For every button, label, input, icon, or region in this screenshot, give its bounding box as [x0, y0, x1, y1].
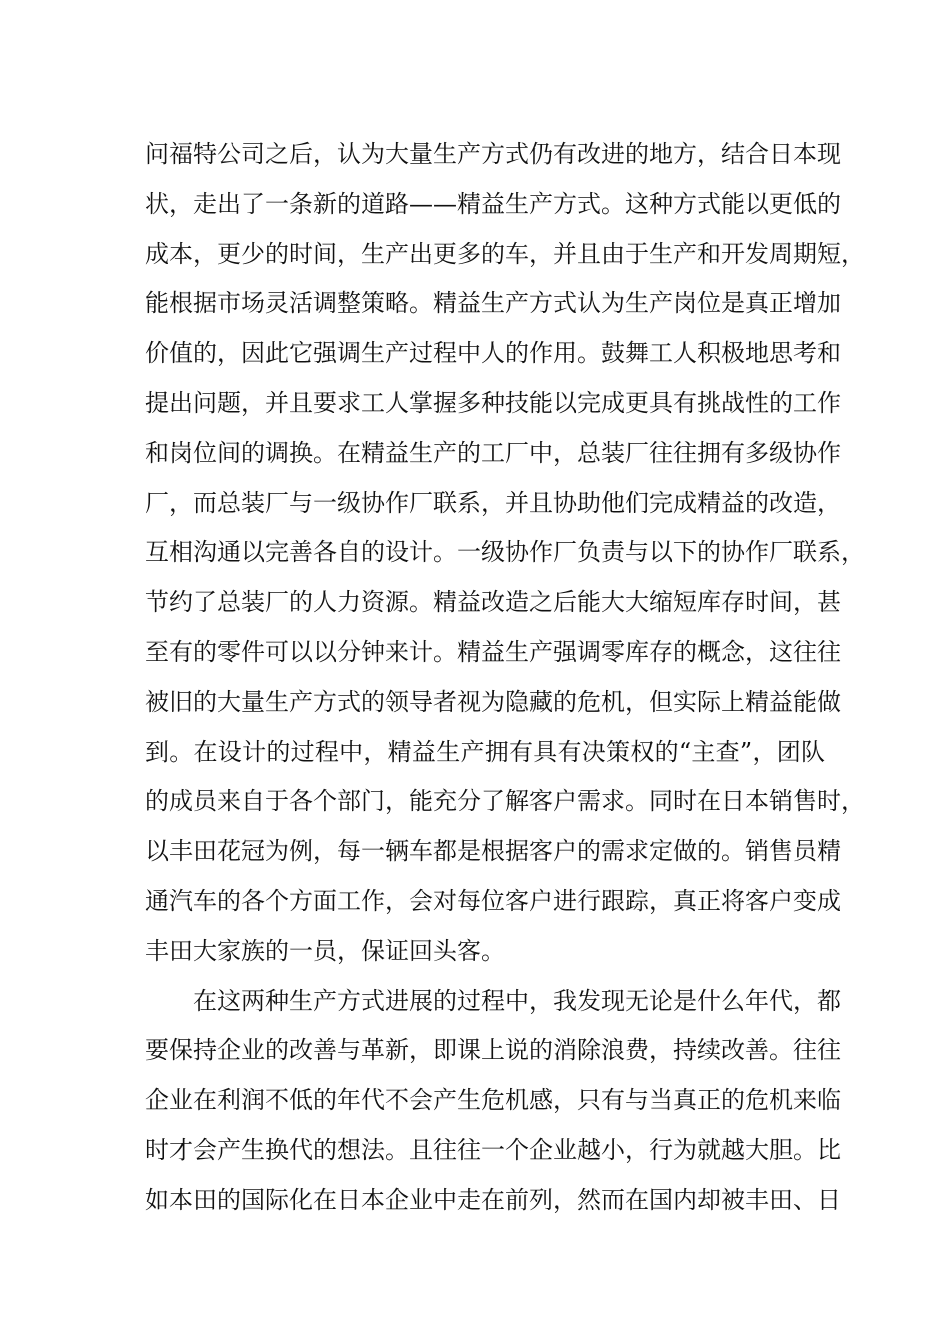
text-line: 的成员来自于各个部门，能充分了解客户需求。同时在日本销售时， — [145, 787, 865, 816]
paragraph-2 — [145, 977, 841, 1226]
text-line: 以丰田花冠为例，每一辆车都是根据客户的需求定做的。销售员精 — [145, 837, 841, 866]
text-line: 丰田大家族的一员，保证回头客。 — [145, 936, 505, 965]
text-line: 和岗位间的调换。在精益生产的工厂中，总装厂往往拥有多级协作 — [145, 438, 841, 467]
text-line: 能根据市场灵活调整策略。精益生产方式认为生产岗位是真正增加 — [145, 289, 841, 318]
text-line: 问福特公司之后，认为大量生产方式仍有改进的地方，结合日本现 — [145, 140, 841, 168]
body-text — [145, 130, 865, 1226]
text-line: 状，走出了一条新的道路——精益生产方式。这种方式能以更低的 — [145, 189, 841, 218]
text-line: 成本，更少的时间，生产出更多的车，并且由于生产和开发周期短， — [145, 239, 865, 268]
text-line: 通汽车的各个方面工作，会对每位客户进行跟踪，真正将客户变成 — [145, 886, 841, 915]
text-line: 厂，而总装厂与一级协作厂联系，并且协助他们完成精益的改造， — [145, 488, 841, 517]
text-line: 在这两种生产方式进展的过程中，我发现无论是什么年代，都 — [193, 986, 841, 1015]
text-line: 提出问题，并且要求工人掌握多种技能以完成更具有挑战性的工作 — [145, 388, 841, 417]
text-line: 到。在设计的过程中，精益生产拥有具有决策权的“主查”，团队 — [145, 737, 825, 766]
text-line: 节约了总装厂的人力资源。精益改造之后能大大缩短库存时间，甚 — [145, 588, 841, 617]
text-line: 如本田的国际化在日本企业中走在前列，然而在国内却被丰田、日 — [145, 1185, 841, 1214]
text-line: 被旧的大量生产方式的领导者视为隐藏的危机，但实际上精益能做 — [145, 687, 841, 716]
text-line: 企业在利润不低的年代不会产生危机感，只有与当真正的危机来临 — [145, 1086, 841, 1115]
paragraph-1 — [145, 130, 865, 977]
text-line: 时才会产生换代的想法。且往往一个企业越小，行为就越大胆。比 — [145, 1135, 841, 1164]
text-line: 至有的零件可以以分钟来计。精益生产强调零库存的概念，这往往 — [145, 637, 841, 666]
text-line: 互相沟通以完善各自的设计。一级协作厂负责与以下的协作厂联系， — [145, 538, 865, 567]
text-line: 价值的，因此它强调生产过程中人的作用。鼓舞工人积极地思考和 — [145, 339, 841, 368]
text-line: 要保持企业的改善与革新，即课上说的消除浪费，持续改善。往往 — [145, 1036, 841, 1065]
